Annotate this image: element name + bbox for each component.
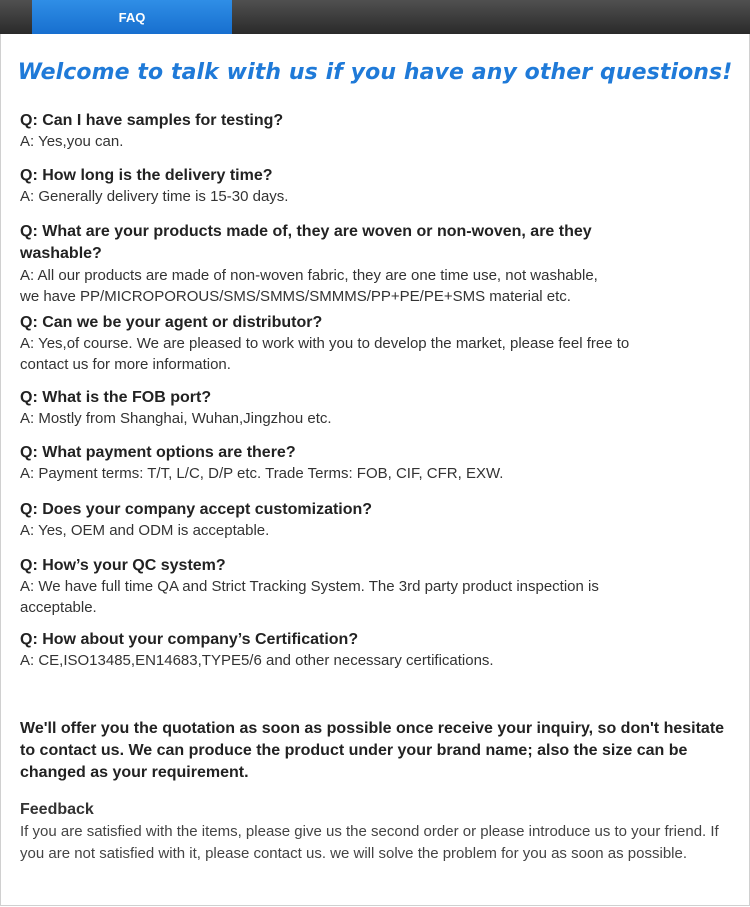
feedback-section: [20, 799, 730, 865]
faq-question: Q: What is the FOB port?: [20, 389, 212, 406]
faq-question: Q: Can I have samples for testing?: [20, 112, 284, 129]
faq-list: [20, 111, 660, 671]
faq-item: [20, 221, 660, 307]
faq-question: Q: What are your products made of, they are woven or non-woven, are they washable?: [20, 223, 592, 262]
faq-answer: A: We have full time QA and Strict Tracking System. The 3rd party product inspection is acceptable.: [20, 578, 599, 616]
faq-answer: A: Yes, OEM and ODM is acceptable.: [20, 522, 270, 539]
faq-item: [20, 166, 660, 207]
faq-answer: A: CE,ISO13485,EN14683,TYPE5/6 and other necessary certifications.: [20, 652, 494, 669]
feedback-title: Feedback: [20, 801, 94, 818]
faq-item: [20, 388, 660, 429]
faq-answer: A: Payment terms: T/T, L/C, D/P etc. Trade Terms: FOB, CIF, CFR, EXW.: [20, 465, 504, 482]
faq-item: [20, 500, 660, 541]
faq-question: Q: Does your company accept customization?: [20, 501, 373, 518]
faq-answer: we have PP/MICROPOROUS/SMS/SMMS/SMMMS/PP+PE/PE+SMS material etc.: [20, 288, 571, 305]
faq-item: [20, 313, 660, 375]
closing-statement: We'll offer you the quotation as soon as possible once receive your inquiry, so don't hesitate to contact us. We can produce the product under your brand name; also the size can be changed as your requirement.: [20, 720, 725, 781]
faq-answer: A: Yes,you can.: [20, 133, 124, 150]
faq-item: [20, 111, 660, 152]
faq-question: Q: Can we be your agent or distributor?: [20, 314, 323, 331]
faq-item: [20, 443, 660, 484]
faq-question: Q: What payment options are there?: [20, 444, 296, 461]
page-headline: Welcome to talk with us if you have any other questions!: [17, 60, 733, 85]
faq-question: Q: How’s your QC system?: [20, 557, 226, 574]
faq-question: Q: How about your company’s Certification?: [20, 631, 359, 648]
faq-answer: A: All our products are made of non-woven fabric, they are one time use, not washable,: [20, 267, 598, 284]
faq-answer: A: Yes,of course. We are pleased to work with you to develop the market, please feel free to contact us for more information.: [20, 335, 630, 373]
faq-answer: A: Mostly from Shanghai, Wuhan,Jingzhou etc.: [20, 410, 332, 427]
feedback-text: If you are satisfied with the items, please give us the second order or please introduce us to your friend. If you are not satisfied with it, please contact us. we will solve the problem for you as soon as possible.: [20, 823, 719, 862]
faq-answer: A: Generally delivery time is 15-30 days.: [20, 188, 289, 205]
tab-faq[interactable]: FAQ: [32, 0, 232, 34]
faq-item: [20, 630, 660, 671]
faq-item: [20, 556, 660, 618]
faq-question: Q: How long is the delivery time?: [20, 167, 273, 184]
